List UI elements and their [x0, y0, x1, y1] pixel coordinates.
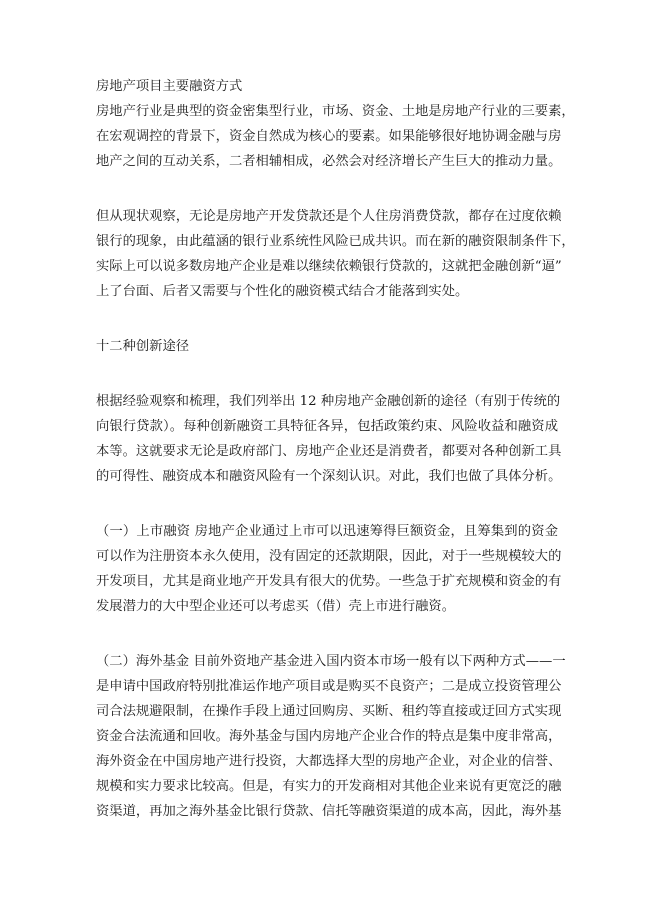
intro-paragraph	[96, 99, 575, 174]
paragraph-line: 可以作为注册资本永久使用，没有固定的还款期限，因此，对于一些规模较大的	[96, 549, 562, 564]
paragraph-line: 上了台面、后者又需要与个性化的融资模式结合才能落到实处。	[96, 284, 469, 299]
paragraph-line: （二）海外基金 目前外资地产基金进入国内资本市场一般有以下两种方式——一	[96, 654, 566, 669]
status-paragraph	[96, 204, 575, 304]
paragraph-line: 资渠道，再加之海外基金比银行贷款、信托等融资渠道的成本高，因此，海外基	[96, 804, 562, 819]
paragraph-line: 地产之间的互动关系，二者相辅相成，必然会对经济增长产生巨大的推动力量。	[96, 154, 562, 169]
overseas-fund-paragraph	[96, 649, 566, 824]
section-heading: 十二种创新途径	[96, 339, 190, 354]
paragraph-line: 本等。这就要求无论是政府部门、房地产企业还是消费者，都要对各种创新工具	[96, 444, 562, 459]
paragraph-line: 但从现状观察，无论是房地产开发贷款还是个人住房消费贷款，都存在过度依赖	[96, 209, 562, 224]
paragraph-line: 资金合法流通和回收。海外基金与国内房地产企业合作的特点是集中度非常高，	[96, 729, 562, 744]
paragraph-line: 房地产行业是典型的资金密集型行业，市场、资金、土地是房地产行业的三要素，	[96, 104, 575, 119]
document-title: 房地产项目主要融资方式	[96, 79, 243, 94]
paragraph-line: 开发项目，尤其是商业地产开发具有很大的优势。一些急于扩充规模和资金的有	[96, 574, 562, 589]
overview-paragraph	[96, 389, 562, 489]
paragraph-line: 实际上可以说多数房地产企业是难以继续依赖银行贷款的，这就把金融创新“逼”	[96, 259, 562, 274]
paragraph-line: 规模和实力要求比较高。但是，有实力的开发商相对其他企业来说有更宽泛的融	[96, 779, 562, 794]
paragraph-line: 在宏观调控的背景下，资金自然成为核心的要素。如果能够很好地协调金融与房	[96, 129, 562, 144]
paragraph-line: 发展潜力的大中型企业还可以考虑买（借）壳上市进行融资。	[96, 599, 456, 614]
document-page	[96, 74, 575, 824]
paragraph-line: 根据经验观察和梳理，我们列举出 12 种房地产金融创新的途径（有别于传统的	[96, 394, 561, 409]
paragraph-line: 司合法规避限制，在操作手段上通过回购房、买断、租约等直接或迂回方式实现	[96, 704, 562, 719]
listing-financing-paragraph	[96, 519, 562, 619]
paragraph-line: 向银行贷款）。每种创新融资工具特征各异，包括政策约束、风险收益和融资成	[96, 419, 558, 434]
paragraph-line: 海外资金在中国房地产进行投资，大都选择大型的房地产企业，对企业的信誉、	[96, 754, 562, 769]
paragraph-line: （一）上市融资 房地产企业通过上市可以迅速筹得巨额资金，且筹集到的资金	[96, 524, 558, 539]
paragraph-line: 银行的现象，由此蕴涵的银行业系统性风险已成共识。而在新的融资限制条件下，	[96, 234, 575, 249]
paragraph-line: 是申请中国政府特别批准运作地产项目或是购买不良资产；二是成立投资管理公	[96, 679, 562, 694]
paragraph-line: 的可得性、融资成本和融资风险有一个深刻认识。对此，我们也做了具体分析。	[96, 469, 562, 484]
